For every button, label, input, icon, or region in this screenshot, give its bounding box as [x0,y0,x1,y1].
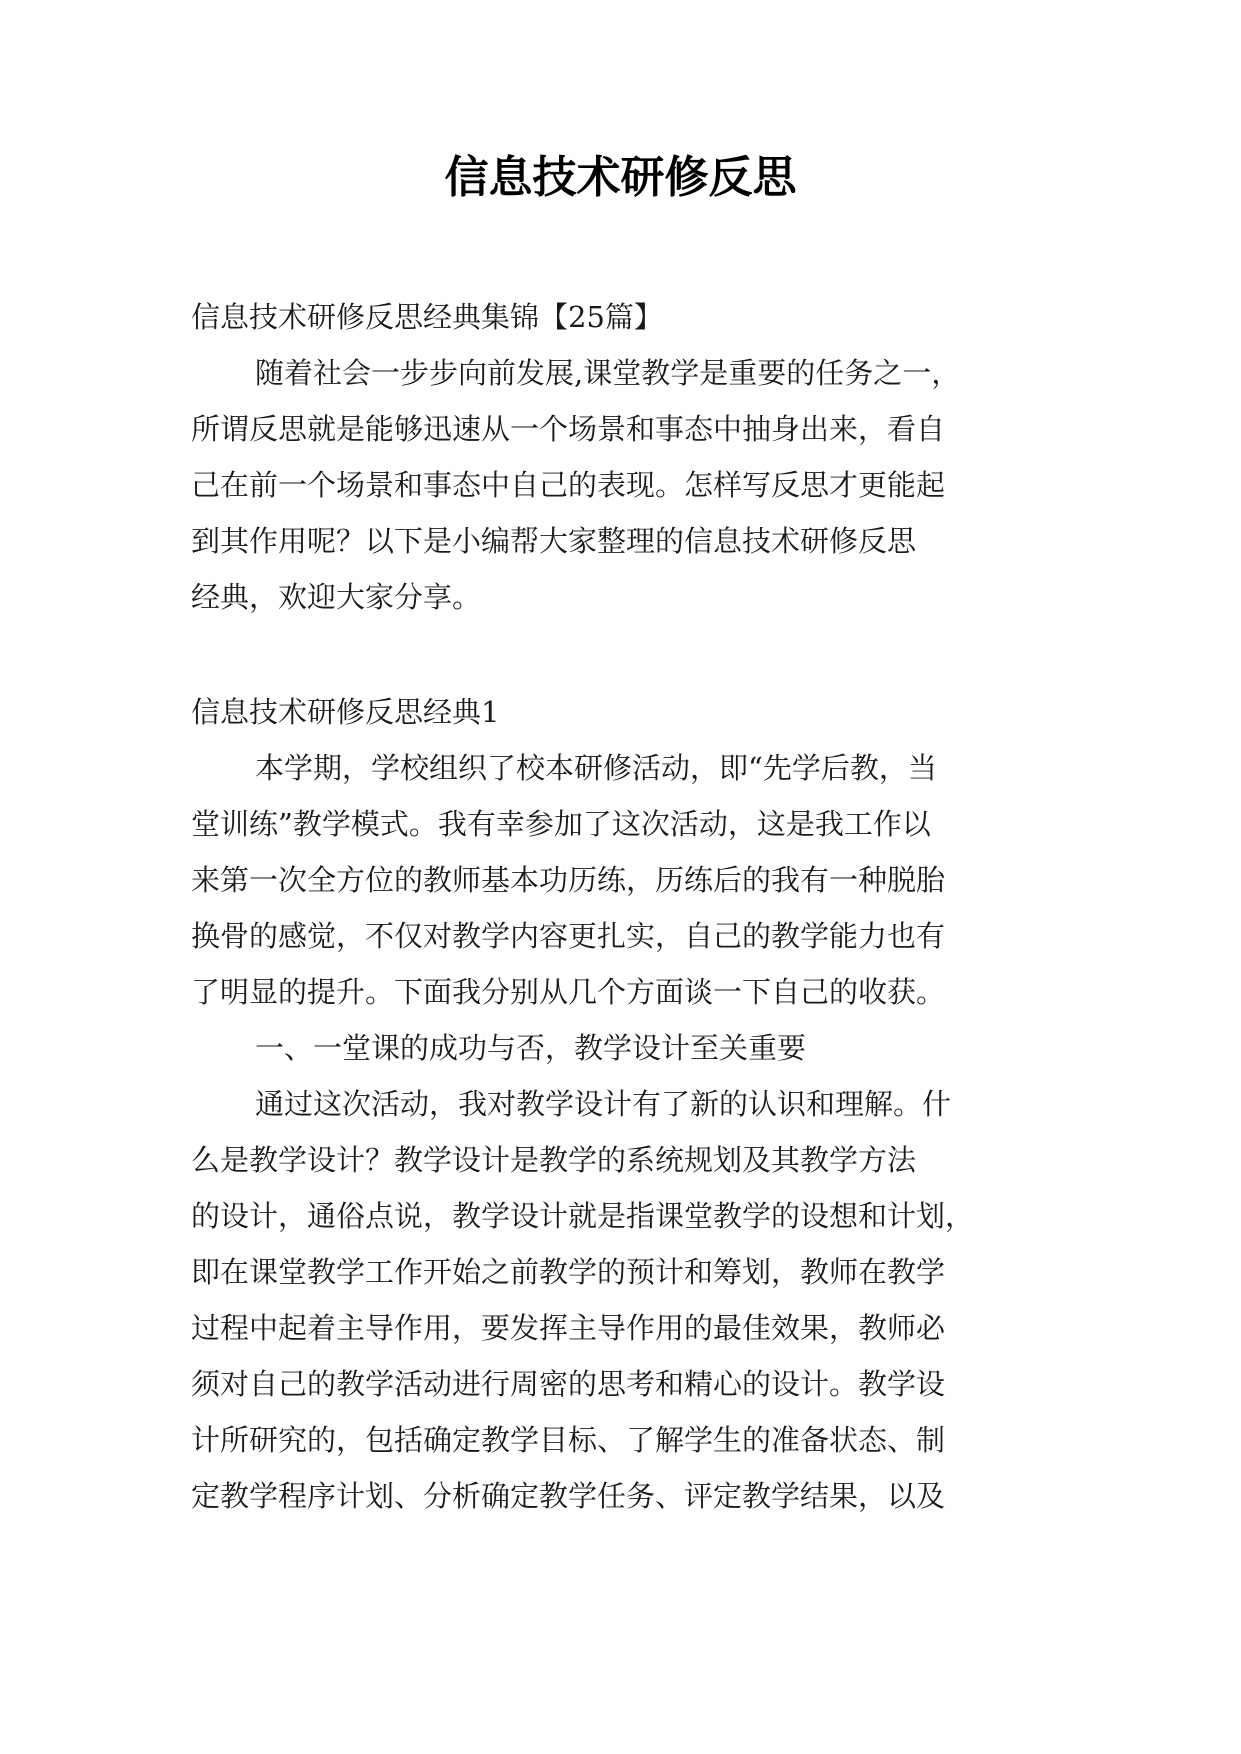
intro-paragraph-line: 经典，欢迎大家分享。 [191,580,482,614]
intro-paragraph-line: 己在前一个场景和事态中自己的表现。怎样写反思才更能起 [191,468,946,502]
document-title: 信息技术研修反思 [444,152,797,203]
paragraph-line: 须对自己的教学活动进行周密的思考和精心的设计。教学设 [191,1367,946,1401]
paragraph-line: 来第一次全方位的教师基本功历练，历练后的我有一种脱胎 [191,863,946,897]
paragraph-line: 本学期，学校组织了校本研修活动，即“先学后教，当 [255,751,937,785]
intro-subtitle: 信息技术研修反思经典集锦【25篇】 [191,300,663,334]
section-1-block [191,684,1071,1524]
intro-paragraph-line: 所谓反思就是能够迅速从一个场景和事态中抽身出来，看自 [191,412,946,446]
intro-paragraph-line: 随着社会一步步向前发展,课堂教学是重要的任务之一， [255,356,961,390]
paragraph-line: 的设计，通俗点说，教学设计就是指课堂教学的设想和计划， [191,1199,975,1233]
paragraph-line: 即在课堂教学工作开始之前教学的预计和筹划，教师在教学 [191,1255,946,1289]
paragraph-line: 换骨的感觉，不仅对教学内容更扎实，自己的教学能力也有 [191,919,946,953]
paragraph-line: 通过这次活动，我对教学设计有了新的认识和理解。什 [255,1087,952,1121]
paragraph-line: 计所研究的，包括确定教学目标、了解学生的准备状态、制 [191,1423,946,1457]
intro-block [191,289,1071,625]
intro-paragraph-line: 到其作用呢？以下是小编帮大家整理的信息技术研修反思 [191,524,917,558]
paragraph-line: 了明显的提升。下面我分别从几个方面谈一下自己的收获。 [191,975,946,1009]
paragraph-line: 么是教学设计？教学设计是教学的系统规划及其教学方法 [191,1143,917,1177]
paragraph-line: 堂训练”教学模式。我有幸参加了这次活动，这是我工作以 [191,807,931,841]
paragraph-line: 定教学程序计划、分析确定教学任务、评定教学结果，以及 [191,1479,946,1513]
paragraph-line: 过程中起着主导作用，要发挥主导作用的最佳效果，教师必 [191,1311,946,1345]
section-heading: 信息技术研修反思经典1 [191,695,500,729]
section-subheading: 一、一堂课的成功与否，教学设计至关重要 [255,1031,807,1065]
